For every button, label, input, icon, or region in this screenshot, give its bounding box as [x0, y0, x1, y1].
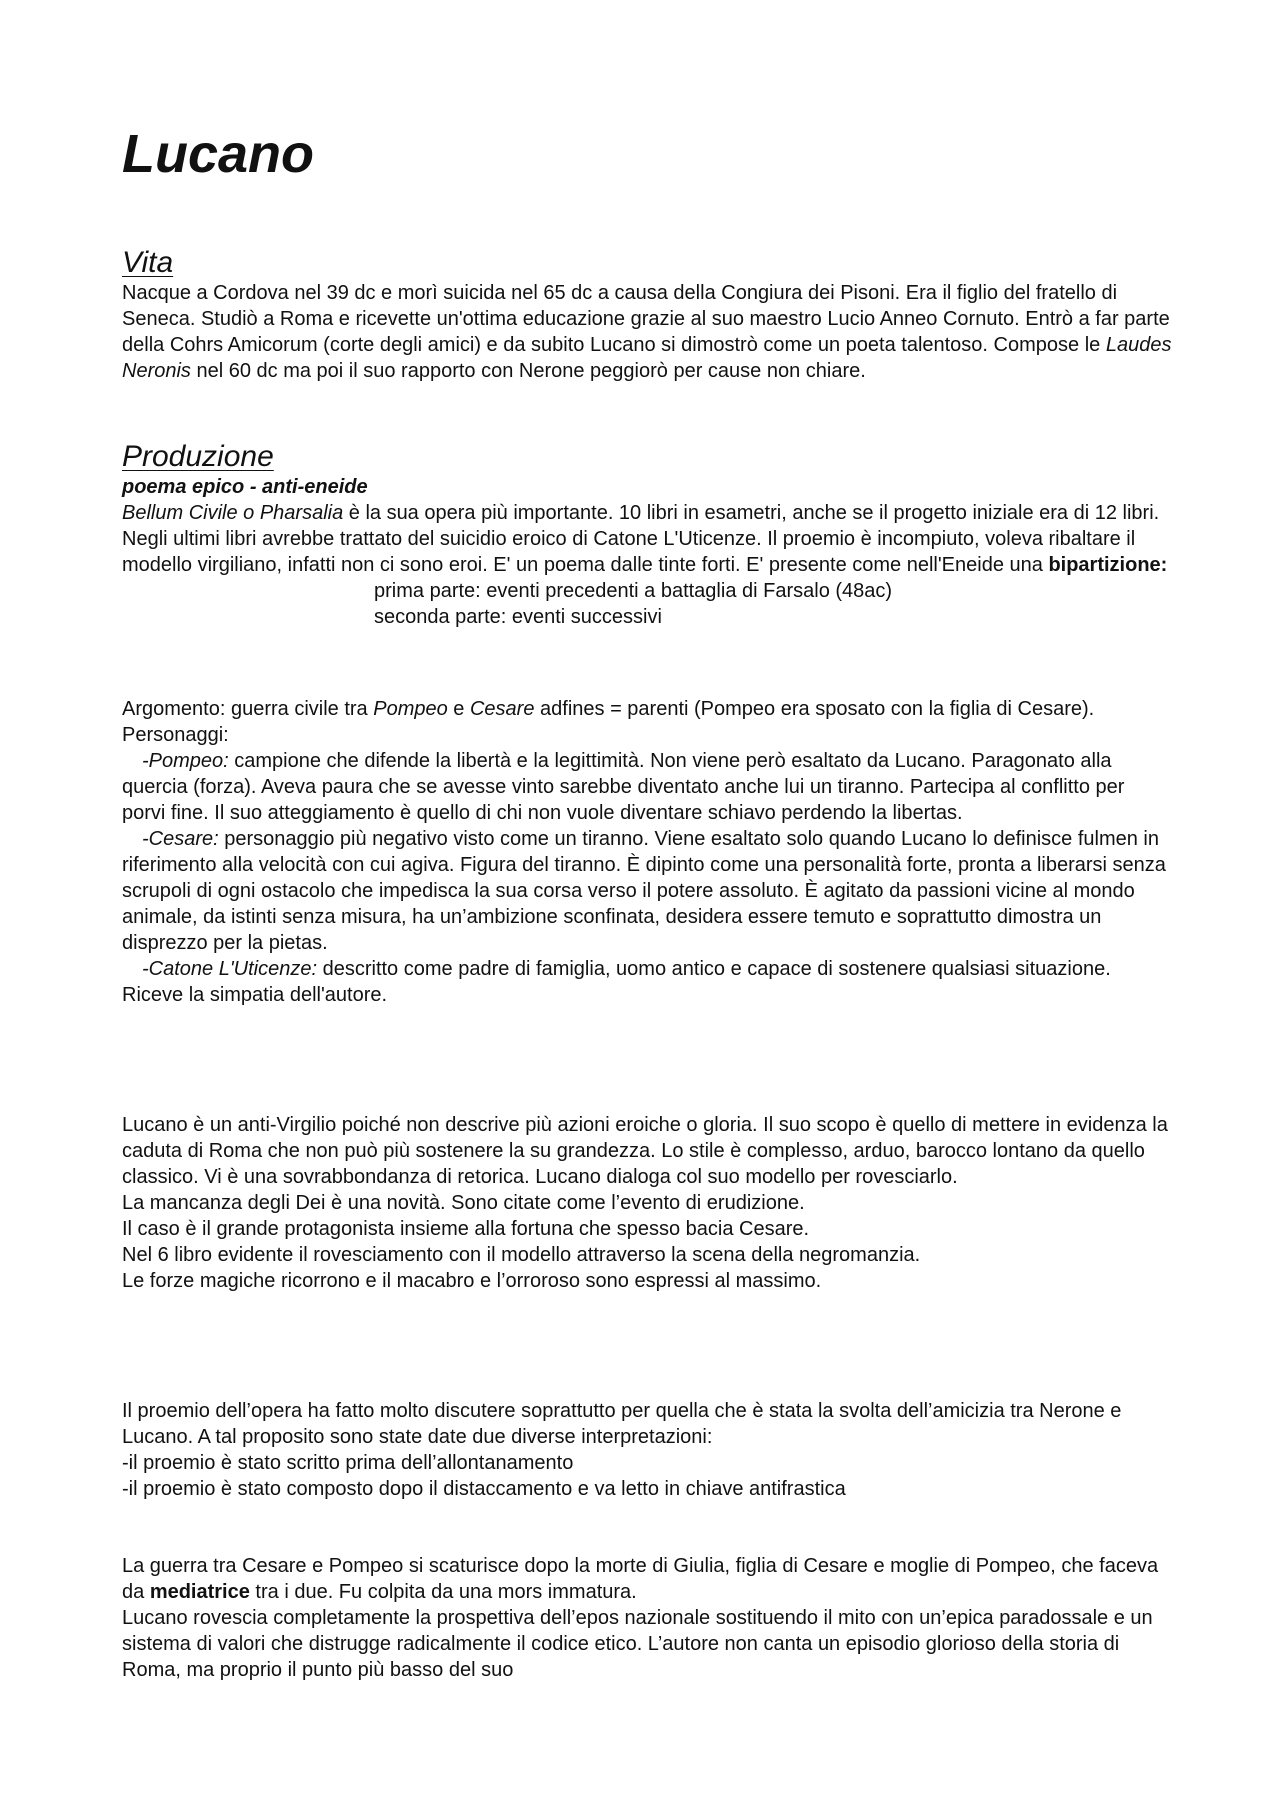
character-cesare: -Cesare: personaggio più negativo visto come un tiranno. Viene esaltato solo quando Lucano lo definisce fulmen in riferimento alla velocità con cui agiva. Figura del tiranno. È dipinto come una personalità forte, pronta a liberarsi senza scrupoli di ogni ostacolo che impedisca la sua corsa verso il potere assoluto. È agitato da passioni vicine al mondo animale, da istinti senza misura, ha un’ambizione sconfinata, desidera essere temuto e soprattutto dimostra un disprezzo per la pietas. [122, 828, 1166, 954]
character-name-catone: -Catone L'Uticenze: [142, 958, 318, 980]
bellum-civile-title: Bellum Civile o Pharsalia [122, 502, 344, 524]
proemio-interpretation-2: -il proemio è stato composto dopo il distaccamento e va letto in chiave antifrastica [122, 1478, 846, 1500]
bipartizione-part-2: seconda parte: eventi successivi [374, 606, 662, 628]
section-argomento [122, 696, 1172, 1008]
section-heading-produzione: Produzione [122, 440, 274, 473]
section-proemio [122, 1398, 1172, 1502]
argomento-paragraph: Argomento: guerra civile tra Pompeo e Cesare adfines = parenti (Pompeo era sposato con la figlia di Cesare). [122, 698, 1095, 720]
antivirgilio-paragraph: Lucano è un anti-Virgilio poiché non descrive più azioni eroiche o gloria. Il suo scopo è quello di mettere in evidenza la caduta di Roma che non può più sostenere la su grandezza. Lo stile è complesso, arduo, barocco lontano da quello classico. Vi è una sovrabbondanza di retorica. Lucano dialoga col suo modello per rovesciarlo. [122, 1114, 1168, 1188]
section-heading-vita: Vita [122, 246, 174, 279]
mediatrice-word: mediatrice [149, 1581, 250, 1603]
character-pompeo: -Pompeo: campione che difende la libertà e la legittimità. Non viene però esaltato da Lucano. Paragonato alla quercia (forza). Aveva paura che se avesse vinto sarebbe diventato anche lui un tiranno. Partecipa al conflitto per porvi fine. Il suo atteggiamento è quello di chi non vuole diventare schiavo perdendo la libertas. [122, 750, 1125, 824]
bipartizione-label: bipartizione: [1048, 554, 1168, 576]
line-forze: Le forze magiche ricorrono e il macabro e l’orroroso sono espressi al massimo. [122, 1270, 822, 1292]
proemio-interpretation-1: -il proemio è stato scritto prima dell’allontanamento [122, 1452, 574, 1474]
section-produzione [122, 440, 1172, 630]
section-guerra [122, 1553, 1172, 1683]
vita-paragraph: Nacque a Cordova nel 39 dc e morì suicida nel 65 dc a causa della Congiura dei Pisoni. Era il figlio del fratello di Seneca. Studiò a Roma e ricevette un'ottima educazione grazie al suo maestro Lucio Anneo Cornuto. Entrò a far parte della Cohrs Amicorum (corte degli amici) e da subito Lucano si dimostrò come un poeta talentoso. Compose le Laudes Neronis nel 60 dc ma poi il suo rapporto con Nerone peggiorò per cause non chiare. [122, 282, 1172, 382]
page-title: Lucano [122, 124, 315, 184]
line-libro6: Nel 6 libro evidente il rovesciamento con il modello attraverso la scena della negromanzia. [122, 1244, 921, 1266]
guerra-paragraph-2: Lucano rovescia completamente la prospettiva dell’epos nazionale sostituendo il mito con un’epica paradossale e un sistema di valori che distrugge radicalmente il codice etico. L’autore non canta un episodio glorioso della storia di Roma, ma proprio il punto più basso del suo [122, 1607, 1153, 1681]
proemio-paragraph: Il proemio dell’opera ha fatto molto discutere soprattutto per quella che è stata la svolta dell’amicizia tra Nerone e Lucano. A tal proposito sono state date due diverse interpretazioni: [122, 1400, 1122, 1448]
section-antivirgilio [122, 1112, 1172, 1294]
laudes-neronis-title: Laudes Neronis [122, 334, 1172, 382]
line-caso: Il caso è il grande protagonista insieme alla fortuna che spesso bacia Cesare. [122, 1218, 810, 1240]
character-name-cesare: -Cesare: [142, 828, 219, 850]
subheading-poema-epico: poema epico - anti-eneide [122, 476, 368, 498]
bipartizione-part-1: prima parte: eventi precedenti a battaglia di Farsalo (48ac) [374, 580, 893, 602]
line-dei: La mancanza degli Dei è una novità. Sono citate come l’evento di erudizione. [122, 1192, 805, 1214]
produzione-intro-paragraph: Bellum Civile o Pharsalia è la sua opera più importante. 10 libri in esametri, anche se il progetto iniziale era di 12 libri. Negli ultimi libri avrebbe trattato del suicidio eroico di Catone L'Uticenze. Il proemio è incompiuto, voleva ribaltare il modello virgiliano, infatti non ci sono eroi. E' un poema dalle tinte forti. E' presente come nell'Eneide una bipartizione: [122, 502, 1168, 576]
personaggi-label: Personaggi: [122, 724, 229, 746]
character-catone: -Catone L'Uticenze: descritto come padre di famiglia, uomo antico e capace di sostenere qualsiasi situazione. Riceve la simpatia dell'autore. [122, 958, 1111, 1006]
section-vita [122, 246, 1172, 384]
guerra-paragraph: La guerra tra Cesare e Pompeo si scaturisce dopo la morte di Giulia, figlia di Cesare e moglie di Pompeo, che faceva da mediatrice tra i due. Fu colpita da una mors immatura. [122, 1555, 1159, 1603]
character-name-pompeo: -Pompeo: [142, 750, 229, 772]
